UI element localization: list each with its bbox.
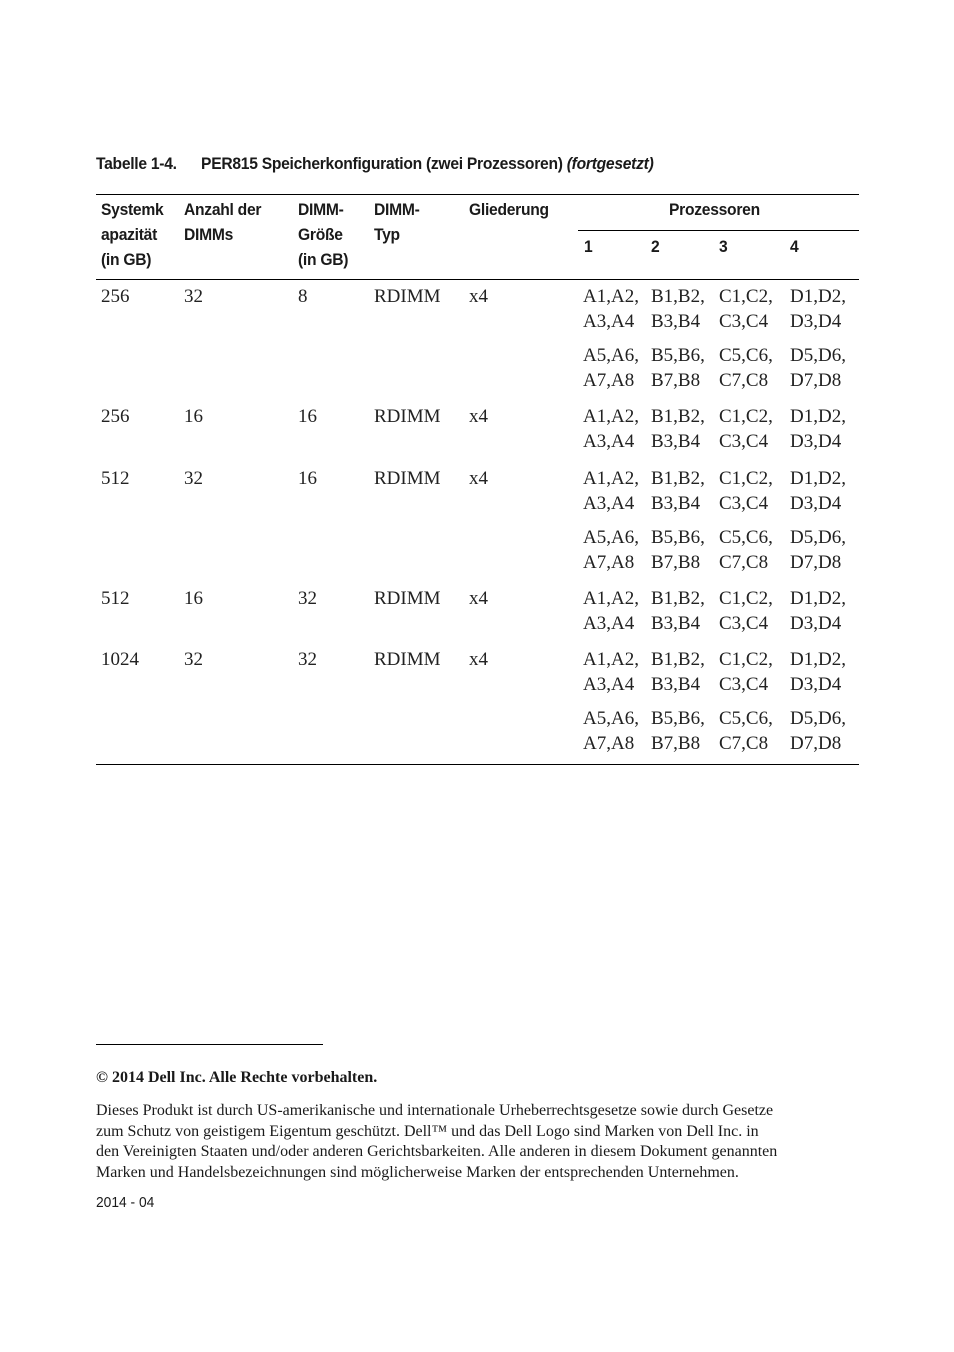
cell-rank: x4 [469, 286, 488, 307]
cell-capacity: 1024 [101, 649, 139, 670]
cell-processor-4-slots: D1,D2, D3,D4 [790, 468, 846, 514]
cell-dimm-type: RDIMM [374, 649, 441, 670]
cell-processor-1-slots: A1,A2, A3,A4 [583, 588, 639, 634]
cell-dimm-type: RDIMM [374, 286, 441, 307]
cell-processor-4-slots: D1,D2, D3,D4 [790, 588, 846, 634]
cell-processor-4-slots: D5,D6, D7,D8 [790, 708, 846, 754]
cell-processor-1-slots: A1,A2, A3,A4 [583, 406, 639, 452]
cell-processor-1-slots: A5,A6, A7,A8 [583, 527, 639, 573]
cell-processor-1-slots: A5,A6, A7,A8 [583, 345, 639, 391]
cell-dimm-size: 16 [298, 406, 317, 427]
header-dimm-size: DIMM- Größe (in GB) [298, 200, 349, 269]
cell-processor-3-slots: C5,C6, C7,C8 [719, 345, 773, 391]
table-caption [96, 154, 654, 174]
cell-capacity: 512 [101, 588, 130, 609]
cell-dimm-type: RDIMM [374, 588, 441, 609]
header-processor-2: 2 [651, 237, 660, 256]
cell-processor-2-slots: B1,B2, B3,B4 [651, 286, 705, 332]
cell-rank: x4 [469, 588, 488, 609]
cell-rank: x4 [469, 468, 488, 489]
cell-processor-2-slots: B5,B6, B7,B8 [651, 708, 705, 754]
cell-rank: x4 [469, 406, 488, 427]
header-processor-1: 1 [584, 237, 593, 256]
cell-dimm-count: 32 [184, 649, 203, 670]
table-number: Tabelle 1-4. [96, 154, 177, 173]
processor-header-rule [578, 230, 859, 231]
cell-processor-2-slots: B1,B2, B3,B4 [651, 468, 705, 514]
table-title: PER815 Speicherkonfiguration (zwei Prozessoren) [201, 154, 563, 173]
header-dimm-count: Anzahl der DIMMs [184, 200, 262, 244]
header-bottom-rule [96, 279, 859, 280]
publication-date: 2014 - 04 [96, 1194, 155, 1211]
cell-dimm-count: 16 [184, 406, 203, 427]
cell-dimm-size: 32 [298, 649, 317, 670]
cell-processor-2-slots: B5,B6, B7,B8 [651, 345, 705, 391]
cell-processor-2-slots: B1,B2, B3,B4 [651, 588, 705, 634]
cell-processor-3-slots: C1,C2, C3,C4 [719, 649, 773, 695]
cell-processor-4-slots: D1,D2, D3,D4 [790, 406, 846, 452]
legal-notice: Dieses Produkt ist durch US-amerikanische und internationale Urheberrechtsgesetze sowie durch Gesetze zum Schutz von geistigem Eigentum geschützt. Dell™ und das Dell Logo sind Marken von Dell Inc. in den Vereinigten Staaten und/oder anderen Gerichtsbarkeiten. Alle anderen in diesem Dokument genannten Marken und Handelsbezeichnungen sind möglicherweise Marken der entsprechenden Unternehmen. [96, 1102, 778, 1181]
cell-capacity: 512 [101, 468, 130, 489]
cell-processor-2-slots: B1,B2, B3,B4 [651, 406, 705, 452]
cell-processor-4-slots: D1,D2, D3,D4 [790, 649, 846, 695]
cell-processor-4-slots: D1,D2, D3,D4 [790, 286, 846, 332]
cell-processor-3-slots: C1,C2, C3,C4 [719, 406, 773, 452]
table-continued-label: (fortgesetzt) [566, 154, 654, 173]
cell-dimm-size: 32 [298, 588, 317, 609]
cell-processor-1-slots: A5,A6, A7,A8 [583, 708, 639, 754]
cell-processor-3-slots: C1,C2, C3,C4 [719, 286, 773, 332]
header-dimm-type: DIMM- Typ [374, 200, 420, 244]
cell-dimm-size: 8 [298, 286, 308, 307]
cell-processor-3-slots: C5,C6, C7,C8 [719, 527, 773, 573]
table-bottom-rule [96, 764, 859, 765]
cell-processor-2-slots: B5,B6, B7,B8 [651, 527, 705, 573]
cell-dimm-count: 16 [184, 588, 203, 609]
cell-capacity: 256 [101, 406, 130, 427]
cell-dimm-count: 32 [184, 468, 203, 489]
header-processor-3: 3 [719, 237, 728, 256]
cell-processor-1-slots: A1,A2, A3,A4 [583, 286, 639, 332]
cell-processor-2-slots: B1,B2, B3,B4 [651, 649, 705, 695]
cell-processor-4-slots: D5,D6, D7,D8 [790, 345, 846, 391]
header-processor-4: 4 [790, 237, 799, 256]
cell-dimm-size: 16 [298, 468, 317, 489]
header-processors: Prozessoren [669, 200, 760, 219]
cell-dimm-type: RDIMM [374, 406, 441, 427]
table-top-rule [96, 194, 859, 195]
footnote-rule [96, 1044, 323, 1045]
cell-processor-1-slots: A1,A2, A3,A4 [583, 649, 639, 695]
cell-processor-4-slots: D5,D6, D7,D8 [790, 527, 846, 573]
cell-dimm-type: RDIMM [374, 468, 441, 489]
header-capacity: Systemk apazität (in GB) [101, 200, 164, 269]
cell-processor-1-slots: A1,A2, A3,A4 [583, 468, 639, 514]
header-rank: Gliederung [469, 200, 549, 219]
cell-dimm-count: 32 [184, 286, 203, 307]
copyright-notice: © 2014 Dell Inc. Alle Rechte vorbehalten. [96, 1069, 378, 1086]
cell-processor-3-slots: C5,C6, C7,C8 [719, 708, 773, 754]
cell-capacity: 256 [101, 286, 130, 307]
cell-processor-3-slots: C1,C2, C3,C4 [719, 468, 773, 514]
cell-rank: x4 [469, 649, 488, 670]
cell-processor-3-slots: C1,C2, C3,C4 [719, 588, 773, 634]
